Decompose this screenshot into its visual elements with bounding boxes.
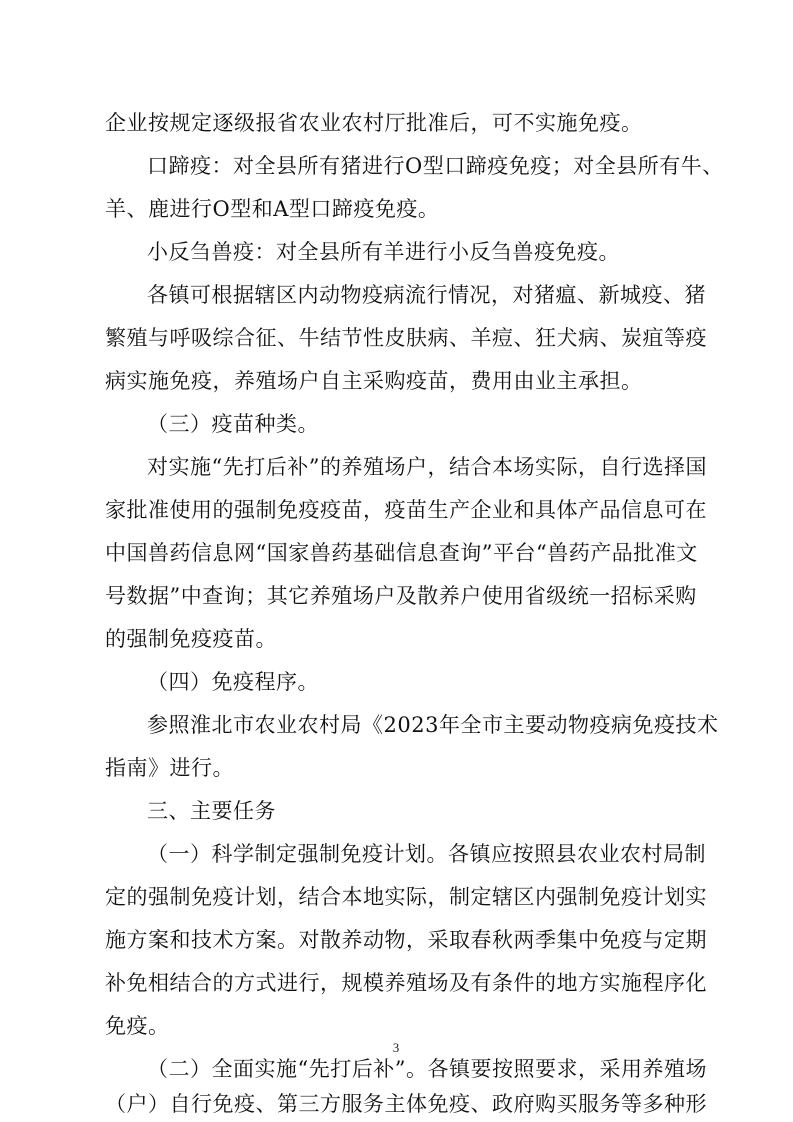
text-line: 施方案和技术方案。对散养动物，采取春秋两季集中免疫与定期 [105,928,707,952]
text-line: 指南》进行。 [105,756,234,780]
page-number: 3 [392,1040,400,1055]
text-line: 定的强制免疫计划，结合本地实际，制定辖区内强制免疫计划实 [105,885,707,909]
text-line: 对实施“先打后补”的养殖场户，结合本场实际，自行选择国 [147,455,707,479]
text-line: 病实施免疫，养殖场户自主采购疫苗，费用由业主承担。 [105,369,643,393]
text-line: 的强制免疫疫苗。 [105,627,277,651]
text-line: 繁殖与呼吸综合征、牛结节性皮肤病、羊痘、狂犬病、炭疽等疫 [105,326,707,350]
text-line: 羊、鹿进行O型和A型口蹄疫免疫。 [105,197,440,221]
text-line: 企业按规定逐级报省农业农村厅批准后，可不实施免疫。 [105,111,643,135]
text-line: 免疫。 [105,1014,170,1038]
text-line: 口蹄疫：对全县所有猪进行O型口蹄疫免疫；对全县所有牛、 [147,154,724,178]
text-line: 号数据”中查询；其它养殖场户及散养户使用省级统一招标采购 [105,584,697,608]
text-line: 家批准使用的强制免疫疫苗，疫苗生产企业和具体产品信息可在 [105,498,707,522]
section-heading: 三、主要任务 [147,799,276,823]
text-line: （一）科学制定强制免疫计划。各镇应按照县农业农村局制 [147,842,706,866]
text-line: 中国兽药信息网“国家兽药基础信息查询”平台“兽药产品批准文 [105,541,698,565]
text-line: （户）自行免疫、第三方服务主体免疫、政府购买服务等多种形 [105,1092,707,1116]
text-line: 小反刍兽疫：对全县所有羊进行小反刍兽疫免疫。 [147,240,620,264]
text-line: 参照淮北市农业农村局《2023年全市主要动物疫病免疫技术 [147,713,719,737]
section-heading: （四）免疫程序。 [147,670,319,694]
text-line: 各镇可根据辖区内动物疫病流行情况，对猪瘟、新城疫、猪 [147,283,706,307]
text-line: 补免相结合的方式进行，规模养殖场及有条件的地方实施程序化 [105,971,707,995]
section-heading: （三）疫苗种类。 [147,412,319,436]
text-line: （二）全面实施“先打后补”。各镇要按照要求，采用养殖场 [147,1057,707,1081]
